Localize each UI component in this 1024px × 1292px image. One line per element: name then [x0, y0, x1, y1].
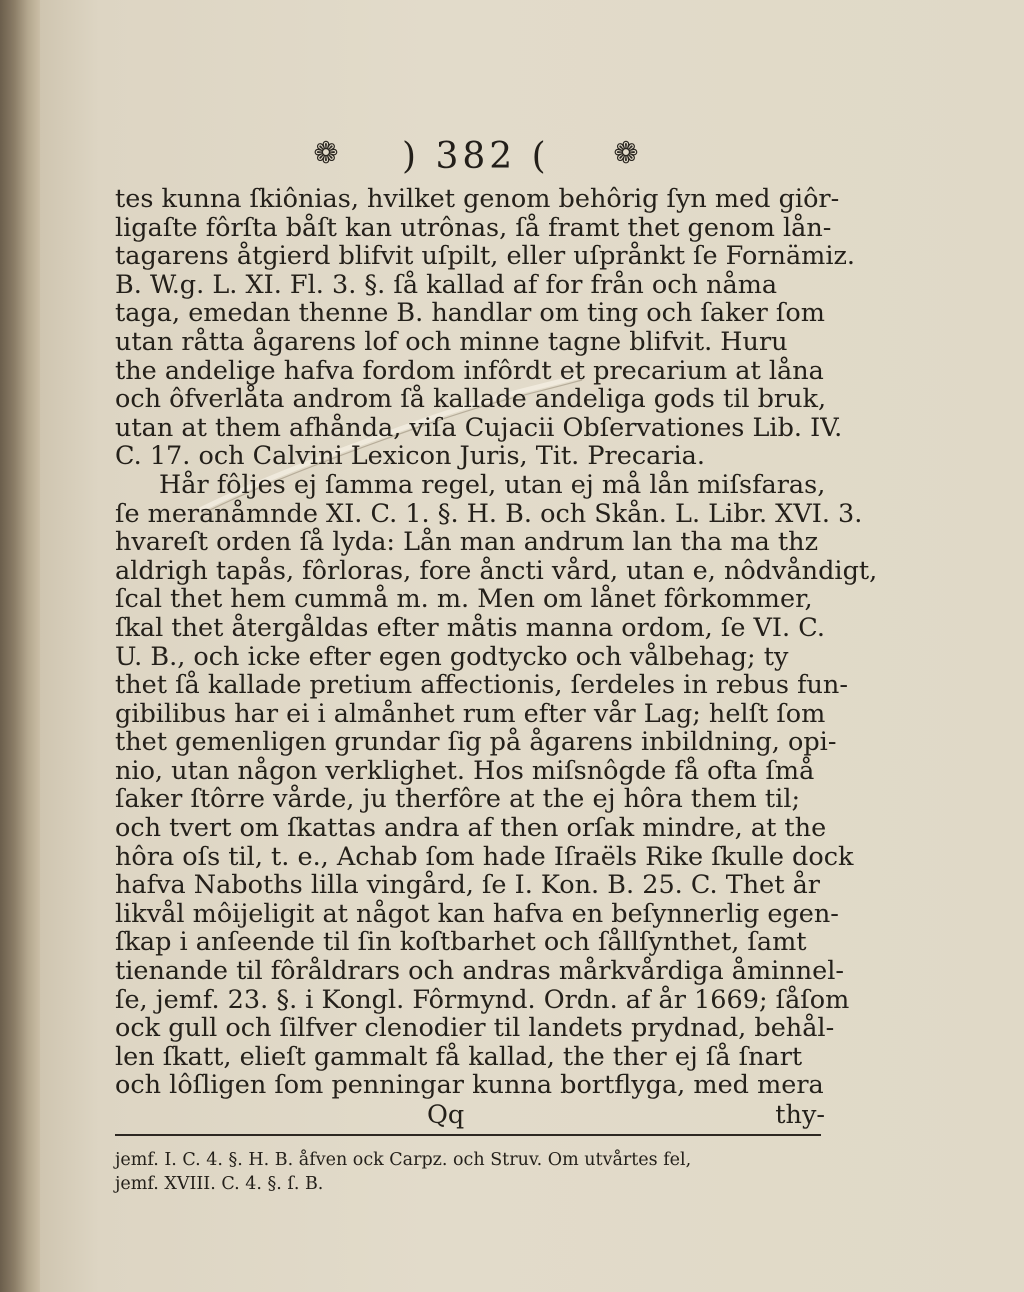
text-line: tienande til fôråldrars och andras mårkvårdiga åminnel- — [115, 956, 845, 987]
footnote-line: jemf. I. C. 4. §. H. B. åfven ock Carpz. och Struv. Om utvårtes fel, — [115, 1150, 692, 1170]
text-line: hvareſt orden ſå lyda: Lån man andrum lan tha ma thz — [115, 527, 819, 558]
text-line: the andelige hafva fordom infôrdt et precarium at låna — [115, 355, 824, 386]
text-line: tagarens åtgierd blifvit uſpilt, eller uſprånkt ſe Fornämiz. — [115, 241, 856, 272]
text-line: B. W.g. L. XI. Fl. 3. §. ſå kallad af for från och nåma — [115, 269, 778, 300]
text-line: Hår fôljes ej ſamma regel, utan ej må lån miſsfaras, — [159, 469, 826, 500]
text-line: utan at them afhånda, viſa Cujacii Obſervationes Lib. IV. — [115, 412, 843, 443]
text-line: U. B., och icke efter egen godtycko och vålbehag; ty — [115, 641, 789, 672]
text-line: C. 17. och Calvini Lexicon Juris, Tit. Precaria. — [115, 441, 705, 472]
footnote — [115, 1148, 825, 1196]
text-line: ligaſte fôrſta båſt kan utrônas, ſå framt thet genom lån- — [115, 212, 832, 243]
text-line: utan råtta ågarens lof och minne tagne blifvit. Huru — [115, 326, 788, 357]
catchword: thy- — [775, 1100, 825, 1130]
catchword-line — [115, 1100, 825, 1130]
text-line: ock gull och ſilfver clenodier til landets prydnad, behål- — [115, 1013, 835, 1044]
text-line: gibilibus har ei i almånhet rum efter vår Lag; helſt ſom — [115, 698, 826, 729]
page-header — [310, 132, 670, 182]
text-line: hôra oſs til, t. e., Achab ſom hade Iſraëls Rike ſkulle dock — [115, 841, 854, 872]
text-line: thet gemenligen grundar ſig på ågarens inbildning, opi- — [115, 727, 837, 758]
text-line: aldrigh tapås, fôrloras, fore åncti vård, utan e, nôdvåndigt, — [115, 555, 878, 586]
text-line: ſcal thet hem cummå m. m. Men om lånet fôrkommer, — [115, 584, 813, 615]
book-spine — [0, 0, 40, 1292]
text-line: och lôſligen ſom penningar kunna bortflyga, med mera — [115, 1070, 824, 1101]
text-line: nio, utan någon verklighet. Hos miſsnôgde få ofta ſmå — [115, 755, 815, 786]
text-line: likvål môijeligit at något kan hafva en beſynnerlig egen- — [115, 898, 839, 929]
text-line: och tvert om ſkattas andra af then orſak mindre, at the — [115, 813, 827, 844]
text-line: ſe meranåmnde XI. C. 1. §. H. B. och Skån. L. Libr. XVI. 3. — [115, 498, 863, 529]
text-line: ſaker ſtôrre vårde, ju therfôre at the ej hôra them til; — [115, 784, 801, 815]
footnote-rule — [115, 1134, 821, 1136]
signature-mark: Qq — [427, 1100, 465, 1130]
page-number: ) 382 ( — [402, 136, 550, 177]
text-line: ſe, jemf. 23. §. i Kongl. Fôrmynd. Ordn. af år 1669; ſåſom — [115, 984, 850, 1015]
text-line: len ſkatt, elieſt gammalt få kallad, the ther ej ſå ſnart — [115, 1041, 803, 1072]
body-text — [115, 184, 878, 1101]
text-line: thet ſå kallade pretium affectionis, ſerdeles in rebus fun- — [115, 670, 848, 701]
floral-ornament-icon: ❁ — [613, 136, 639, 171]
text-line: ſkap i anſeende til ſin koſtbarhet och ſållſynthet, ſamt — [115, 927, 807, 958]
text-line: taga, emedan thenne B. handlar om ting och ſaker ſom — [115, 298, 825, 329]
text-line: hafva Naboths lilla vingård, ſe I. Kon. B. 25. C. Thet år — [115, 870, 820, 901]
floral-ornament-icon: ❁ — [313, 136, 339, 171]
text-line: ſkal thet återgåldas efter måtis manna ordom, ſe VI. C. — [115, 612, 825, 643]
footnote-line: jemf. XVIII. C. 4. §. ſ. B. — [115, 1174, 324, 1194]
text-line: tes kunna ſkiônias, hvilket genom behôrig ſyn med giôr- — [115, 184, 840, 214]
text-line: och ôfverlåta androm ſå kallade andeliga gods til bruk, — [115, 384, 827, 415]
